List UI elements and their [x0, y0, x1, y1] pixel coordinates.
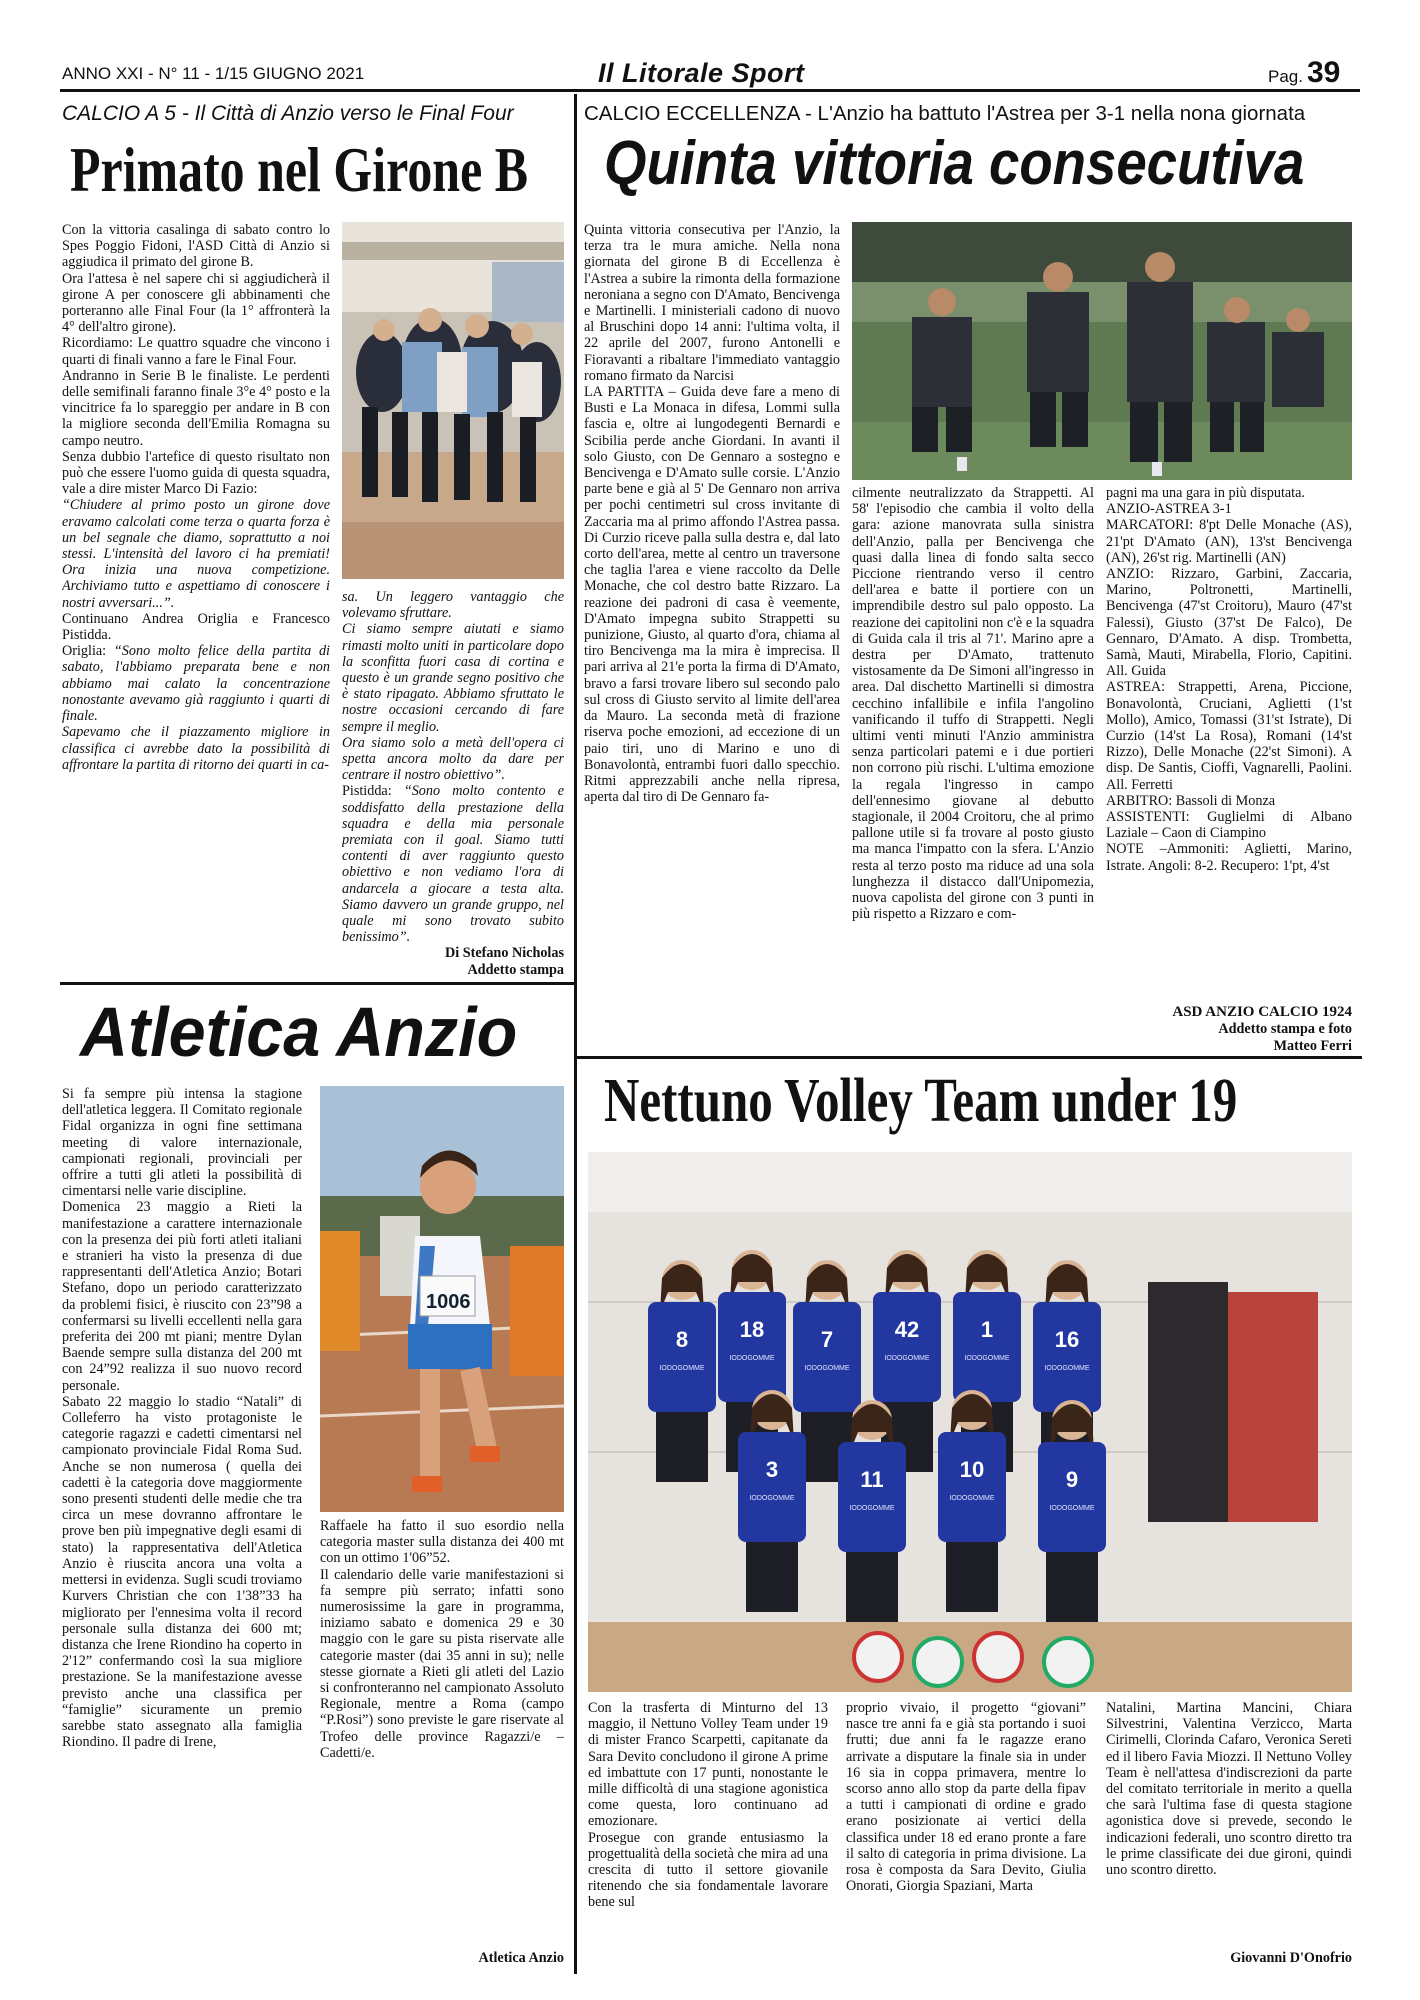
page-number-box	[1268, 56, 1340, 90]
jersey-sponsor: IODOGOMME	[849, 1505, 895, 1512]
player-jersey	[793, 1302, 861, 1412]
article4-column-1	[588, 1700, 828, 1970]
paragraph: Andranno in Serie B le finaliste. Le perdenti delle semifinali faranno finale 3°e 4° posto e la vincitrice fa lo spareggio per andare in B con la migliore seconda dell'Emilia Romagna su campo neutro.	[62, 367, 330, 449]
section-rule-right	[577, 1056, 1362, 1059]
article2-signature	[1106, 1004, 1352, 1055]
volleyball-team-photo	[588, 1152, 1352, 1692]
jersey-number: 10	[959, 1457, 985, 1482]
paragraph: Raffaele ha fatto il suo esordio nella categoria master sulla distanza dei 400 mt con un ottimo 1'06”52.	[320, 1518, 564, 1567]
article4-signature: Giovanni D'Onofrio	[1230, 1950, 1352, 1966]
article2-column-1	[584, 222, 840, 1052]
player-shorts	[946, 1542, 998, 1612]
club-name: ASD ANZIO CALCIO 1924	[1172, 1004, 1352, 1020]
paragraph: Prosegue con grande entusiasmo la progettualità della società che mira ad una crescita di tutto il settore giovanile ritenendo che sia fondamentale lavorare bene sul	[588, 1829, 828, 1911]
paragraph: Il calendario delle varie manifestazioni si fa sempre più serrato; infatti sono numerosissime la gare in programma, iniziamo sabato e domenica 29 e 30 maggio con le gare su pista riservate alle categorie master (dai 35 anni in su); nelle stesse giornate a Rieti gli atleti del Lazio si confronteranno nel campionato Assoluto Regionale, mentre a Roma (campo “P.Rosi”) sono previste le gare riservate al Trofeo delle province Ragazzi/e – Cadetti/e.	[320, 1566, 564, 1761]
article4-column-3	[1106, 1700, 1352, 1940]
paragraph: Con la trasferta di Minturno del 13 maggio, il Nettuno Volley Team under 19 di mister Franco Scarpetti, capitanate da Sara Devito concludono il girone A prime ed imbattute con 17 punti, nonostante le mille difficoltà di una stagione agonistica come questa, loro continuano ad emozionare.	[588, 1700, 828, 1830]
player-shorts	[746, 1542, 798, 1612]
paragraph: proprio vivaio, il progetto “giovani” nasce tre anni fa e già sta portando i suoi frutti; due anni fa le ragazze erano arrivate a disputare la finale sia in under 16 sia in coppa primavera, mentre lo scorso anno allo stop da parte della fipav a tutti i campionati di ordine e grado erano posizionate ai vertici della classifica under 18 ed erano pronte a fare il salto di categoria in prima divisione. La rosa è composta da Sara Devito, Giulia Onorati, Giorgia Spaziani, Marta	[846, 1700, 1086, 1895]
article2-column-3	[1106, 485, 1352, 1005]
speaker-label: Pistidda:	[342, 783, 392, 800]
player-shorts	[656, 1412, 708, 1482]
jersey-sponsor: IODOGOMME	[1049, 1505, 1095, 1512]
jersey-number: 7	[820, 1327, 834, 1352]
byline-role: Addetto stampa	[467, 962, 564, 978]
paragraph: Senza dubbio l'artefice di questo risultato non può che essere l'uomo guida di questa squadra, vale a dire mister Marco Di Fazio:	[62, 448, 330, 498]
article3-title: Atletica Anzio	[80, 993, 518, 1071]
paragraph: NOTE –Ammoniti: Aglietti, Marino, Istrate. Angoli: 8-2. Recupero: 1'pt, 4'st	[1106, 841, 1352, 874]
paragraph: pagni ma una gara in più disputata.	[1106, 485, 1305, 501]
player-jersey	[953, 1292, 1021, 1402]
paragraph: Natalini, Martina Mancini, Chiara Silvestrini, Valentina Verzicco, Marta Cirimelli, Clorinda Cafaro, Veronica Sereti ed il libero Favia Miozzi. Il Nettuno Volley Team è nell'attesa d'indiscrezioni da parte del comitato territoriale in merito a quella che sarà l'ultima fase di questa stagione agonistica dove si prevede, secondo le indicazioni federali, uno scontro diretto tra le prime classificate dei due gironi, quindi uno scontro diretto.	[1106, 1700, 1352, 1879]
article2-column-2	[852, 485, 1094, 1045]
jersey-sponsor: IODOGOMME	[884, 1355, 930, 1362]
player-jersey	[838, 1442, 906, 1552]
runner-bib: 1006	[426, 1291, 471, 1313]
jersey-number: 3	[765, 1457, 779, 1482]
article4-column-2	[846, 1700, 1086, 1970]
article1-byline	[342, 945, 564, 979]
byline-name: Di Stefano Nicholas	[444, 945, 564, 961]
match-score: ANZIO-ASTREA 3-1	[1106, 501, 1232, 518]
header-rule	[60, 89, 1360, 92]
jersey-number: 8	[675, 1327, 689, 1352]
jersey-number: 16	[1054, 1327, 1080, 1352]
page-number: 39	[1306, 56, 1341, 89]
paragraph: Ora l'attesa è nel sapere chi si aggiudicherà il girone A per conoscere gli abbinamenti che porteranno alle Final Four (la 1° affronterà la 4° dell'altro girone).	[62, 270, 330, 336]
jersey-number: 42	[894, 1317, 920, 1342]
paragraph: ARBITRO: Bassoli di Monza	[1106, 792, 1276, 809]
article3-signature: Atletica Anzio	[478, 1950, 564, 1966]
jersey-number: 1	[980, 1317, 994, 1342]
paragraph: cilmente neutralizzato da Strappetti. Al 58' l'episodio che cambia il volto della gara: azione manovrata sulla sinistra dell'Anzio, palla per Bencivenga che quasi dalla linea di fondo salta secco Piccione rientrando verso il centro dell'area e batte il portiere con un imprendibile destro sul palo opposto. La reazione dei capitolini non c'è e la squadra di Guida cala il tris al 71'. Marino apre a destra per D'Amato, trattenuto vistosamente da De Simoni all'ingresso in area. Dal dischetto Martinelli si dimostra cecchino infallibile e infila l'angolino vanificando il tuffo di Strappetti. Negli ultimi venti minuti l'Anzio amministra senza particolari patemi e i due portieri non corrono più rischi. L'ultima emozione la regala l'ingresso in campo dell'ennesimo giovane al debutto stagionale, il 2004 Croitoru, che al primo pallone utile si fa trovare al posto giusto ma manca l'impatto con la sfera. L'Anzio resta al terzo posto ma riduce ad una sola lunghezza il distacco dall'Unipomezia, nuova capolista del girone con 3 punti in più rispetto a Rizzaro e com-	[852, 485, 1094, 923]
jersey-number: 18	[739, 1317, 765, 1342]
player-jersey	[1033, 1302, 1101, 1412]
masthead: Il Litorale Sport	[598, 58, 805, 88]
paragraph: Sabato 22 maggio lo stadio “Natali” di Colleferro ha visto protagoniste le categorie ragazzi e cadetti cimentarsi nel campionato provinciale Fidal Roma Sud. Anche se non numerosa ( quella dei cadetti è la categoria dove maggiormente sono presenti studenti delle medie che tra circa un mese dovranno affrontare le prove ben più impegnative degli esami di stato) la rappresentativa dell'Atletica Anzio è riuscita ancora una volta a mettersi in evidenza. Sugli scudi troviamo Kurvers Christian che con 1'38”33 ha migliorato per l'ennesima volta il record personale sulla distanza dei 600 mt; distanza che Irene Riondino ha coperto in 2'12” confermando così la sua migliore prestazione. Se la manifestazione avesse previsto anche una classifica per “famiglie” sicuramente un premio sarebbe stato assegnato alla famiglia Riondino. Il padre di Irene,	[62, 1393, 302, 1751]
signature-role: Addetto stampa e foto	[1218, 1021, 1352, 1037]
jersey-sponsor: IODOGOMME	[949, 1495, 995, 1502]
jersey-sponsor: IODOGOMME	[659, 1365, 705, 1372]
article1-title: Primato nel Girone B	[70, 134, 529, 205]
paragraph: Si fa sempre più intensa la stagione dell'atletica leggera. Il Comitato regionale Fidal organizza in ogni fine settimana meeting di valore internazionale, campionati regionali, provinciali per offrire a tutti gli atleti la possibilità di cimentarsi nelle varie discipline.	[62, 1086, 302, 1200]
paragraph: Quinta vittoria consecutiva per l'Anzio, la terza tra le mura amiche. Nella nona giornata del girone B di Eccellenza è l'Astrea a subire la rimonta della formazione neroniana a segno con D'Amato, Bencivenga e Martinelli. I ministeriali cadono di nuovo al Bruschini dopo 14 anni: l'ultima volta, il 22 aprile del 2007, furono Antonelli e Fioravanti a ribaltare l'immediato vantaggio romano firmato da Narcisi	[584, 222, 840, 384]
paragraph: MARCATORI: 8'pt Delle Monache (AS), 21'pt D'Amato (AN), 13'st Bencivenga (AN), 26'st rig. Martinelli (AN)	[1106, 517, 1352, 566]
article1-column-2	[342, 589, 564, 959]
page-label: Pag.	[1268, 67, 1303, 86]
quote: Sapevamo che il piazzamento migliore in classifica ci avrebbe dato la possibilità di affrontare la partita di ritorno dei quarti in ca-	[62, 724, 330, 773]
paragraph: Continuano Andrea Origlia e Francesco Pistidda.	[62, 610, 330, 644]
jersey-sponsor: IODOGOMME	[749, 1495, 795, 1502]
futsal-team-photo	[342, 222, 564, 579]
quote: Ci siamo sempre aiutati e siamo rimasti molto uniti in particolare dopo la sconfitta fuori casa di cortina e questo è un grande segno positivo che è stato ripagato. Abbiamo sfruttato le nostre occasioni cercando di fare sempre il meglio.	[342, 621, 564, 735]
jersey-number: 9	[1065, 1467, 1079, 1492]
player-jersey	[938, 1432, 1006, 1542]
player-shorts	[1046, 1552, 1098, 1622]
section-rule-left	[60, 982, 574, 985]
article2-title: Quinta vittoria consecutiva	[604, 129, 1305, 198]
quote: “Sono molto felice della partita di sabato, l'abbiamo preparata bene e non abbiamo mai calato la concentrazione nonostante avevamo già raggiunto i quarti di finale.	[62, 643, 330, 725]
article4-title: Nettuno Volley Team under 19	[604, 1067, 1238, 1135]
player-jersey	[738, 1432, 806, 1542]
article1-column-1	[62, 222, 330, 982]
jersey-number: 11	[860, 1467, 884, 1492]
jersey-sponsor: IODOGOMME	[1044, 1365, 1090, 1372]
article3-column-2	[320, 1518, 564, 1938]
player-jersey	[648, 1302, 716, 1412]
article3-column-1	[62, 1086, 302, 1974]
paragraph: ASTREA: Strappetti, Arena, Piccione, Bonavolontà, Cruciani, Aglietti (1'st Mollo), Amico, Tomassi (31'st Istrate), Di Curzio (14'st La Rosa), Romani (14'st Rizzo), Delle Monache (22'st Simoni). A disp. De Santis, Cioffi, Vagnarelli, Paolini. All. Ferretti	[1106, 679, 1352, 793]
quote: Ora siamo solo a metà dell'opera ci spetta ancora molto da dare per centrare il nostro obiettivo”.	[342, 734, 564, 784]
issue-line: ANNO XXI - N° 11 - 1/15 GIUGNO 2021	[62, 64, 365, 83]
paragraph: Ricordiamo: Le quattro squadre che vincono i quarti di finali vanno a fare le Final Four.	[62, 335, 330, 368]
paragraph: ANZIO: Rizzaro, Garbini, Zaccaria, Marino, Poltronetti, Martinelli, Bencivenga (47'st Croitoru), Mauro (47'st Falessi), Giusto (37'st De Falco), De Gennaro, D'Amato. A disp. Trombetta, Samà, Mauti, Mirabella, Florio, Capitini. All. Guida	[1106, 566, 1352, 680]
jersey-sponsor: IODOGOMME	[804, 1365, 850, 1372]
runner-photo	[320, 1086, 564, 1512]
quote: “Sono molto contento e soddisfatto della prestazione della squadra e della mia personale premiata con il goal. Siamo tutti contenti di aver raggiunto questo obiettivo e non vediamo l'ora di andarcela a giocare a testa alta. Siamo davvero un grande gruppo, nel quale mi sono trovato subito benissimo”.	[342, 783, 564, 946]
paragraph: LA PARTITA – Guida deve fare a meno di Busti e La Monaca in difesa, Lommi sulla fascia e, oltre ai lungodegenti Bernardi e Scibilia perde anche Giordani. In avanti il solo Giusto, con De Gennaro a sostegno e Bencivenga e D'Amato sulle corsie. L'Anzio parte bene e già al 5' De Gennaro non arriva per pochi centimetri sul cross invitante di Zaccaria ma al primo affondo l'Astrea passa. Di Curzio riceve palla sulla destra e, dal lato corto dell'area, mette al centro un traversone che taglia l'area e viene raccolto da Delle Monache, che col destro batte Rizzaro. La reazione dei padroni di casa è veemente, D'Amato impegna subito Strappetti su punizione, Giusto, al quarto d'ora, chiama al tiro Bencivenga ma la mira è imprecisa. Il pari arriva al 21'e porta la firma di D'Amato, bravo a farsi trovare libero sul secondo palo sul cross di Giusto servito al limite dell'area da Mauro. La seconda metà di frazione riserva poche emozioni, ad eccezione di un paio tiri, uno di Marino e uno di Bonavolontà, entrambi fuori dallo specchio. Ritmi apprezzabili anche nella ripresa, aperta dal tiro di De Gennaro fa-	[584, 384, 840, 806]
article1-kicker: CALCIO A 5 - Il Città di Anzio verso le Final Four	[62, 102, 514, 125]
paragraph: Domenica 23 maggio a Rieti la manifestazione a carattere internazionale con la presenza dei più forti atleti italiani e stranieri ha visto la presenza di due rappresentanti dell'Atletica Anzio; Botari Stefano, dopo un periodo caratterizzato da problemi fisici, è riuscito con 23”98 a confermarsi su livelli eccellenti nella gara preferita dei 200 mt piani; mentre Dylan Baende sempre sulla distanza del 200 mt con 24”92 realizza il suo nuovo record personale.	[62, 1199, 302, 1394]
paragraph: Con la vittoria casalinga di sabato contro lo Spes Poggio Fidoni, l'ASD Città di Anzio si aggiudica il primato del girone B.	[62, 222, 330, 271]
jersey-sponsor: IODOGOMME	[729, 1355, 775, 1362]
quote: sa. Un leggero vantaggio che volevamo sfruttare.	[342, 589, 564, 622]
football-players-photo	[852, 222, 1352, 480]
player-jersey	[873, 1292, 941, 1402]
quote: “Chiudere al primo posto un girone dove eravamo calcolati come terza o quarta forza è un bel segnale che diamo, soprattutto a noi stessi. L'intensità del lavoro ci ha premiati! Ora inizia una nuova competizione. Archiviamo tutto e aspettiamo di conoscere i nostri avversari...”.	[62, 497, 330, 611]
player-jersey	[718, 1292, 786, 1402]
player-jersey	[1038, 1442, 1106, 1552]
speaker-label: Origlia:	[62, 643, 107, 660]
signature-name: Matteo Ferri	[1273, 1038, 1352, 1054]
column-rule	[574, 94, 577, 1974]
paragraph: ASSISTENTI: Guglielmi di Albano Laziale – Caon di Ciampino	[1106, 809, 1352, 842]
jersey-sponsor: IODOGOMME	[964, 1355, 1010, 1362]
player-shorts	[846, 1552, 898, 1622]
article2-kicker: CALCIO ECCELLENZA - L'Anzio ha battuto l'Astrea per 3-1 nella nona giornata	[584, 102, 1306, 125]
